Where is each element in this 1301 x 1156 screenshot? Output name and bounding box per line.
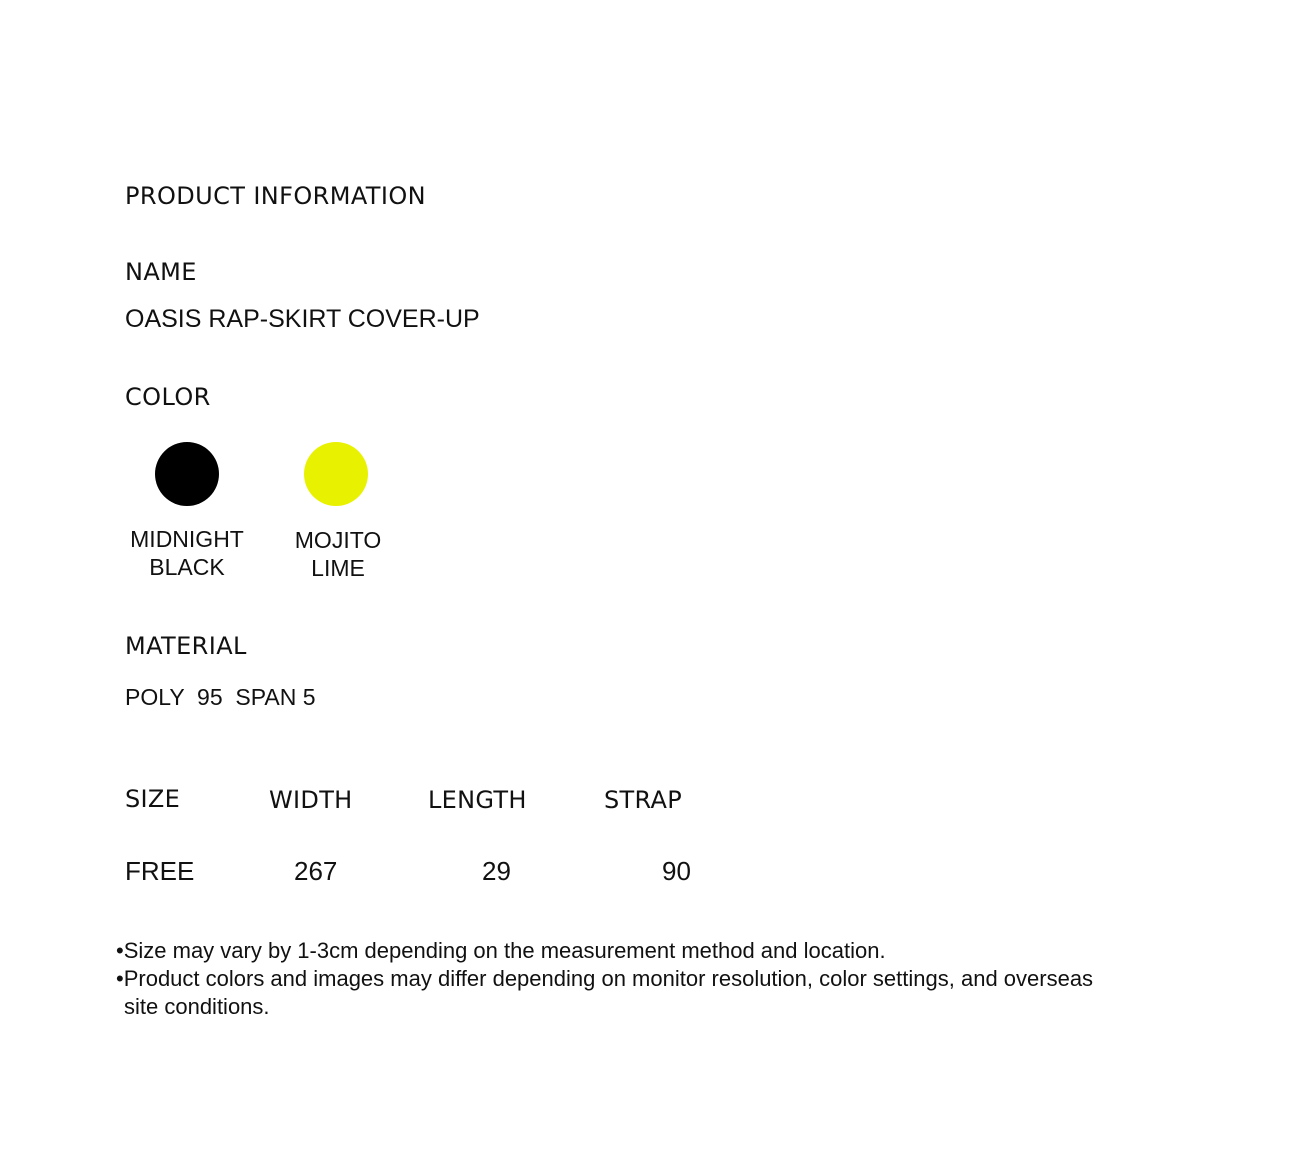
note-text: Size may vary by 1-3cm depending on the measurement method and location. (123, 938, 886, 963)
color-option-line2: BLACK (149, 554, 225, 580)
note-text: Product colors and images may differ depending on monitor resolution, color settings, and overseas (123, 966, 1094, 991)
color-swatch-mojito-lime (304, 442, 368, 506)
color-option-line1: MOJITO (294, 527, 382, 553)
material-label: MATERIAL (125, 632, 247, 660)
size-table-cell-width: 267 (294, 856, 338, 886)
color-option-label (112, 525, 262, 581)
size-table-cell-length: 29 (482, 856, 511, 886)
page-title: PRODUCT INFORMATION (125, 182, 426, 210)
color-option-line2: LIME (311, 555, 365, 581)
bullet: • (116, 938, 124, 963)
material-value: POLY 95 SPAN 5 (125, 684, 316, 710)
size-table-cell-strap: 90 (662, 856, 691, 886)
size-table-header-strap: STRAP (604, 786, 682, 814)
size-table-cell-size: FREE (125, 856, 195, 886)
size-table-header-size: SIZE (125, 785, 181, 813)
size-table-header-length: LENGTH (428, 786, 527, 814)
note-text-continuation: site conditions. (124, 994, 270, 1019)
color-swatch-midnight-black (155, 442, 219, 506)
name-label: NAME (125, 258, 197, 286)
size-table-header-width: WIDTH (269, 786, 353, 814)
color-label: COLOR (125, 383, 211, 411)
product-name: OASIS RAP-SKIRT COVER-UP (125, 305, 480, 333)
bullet: • (116, 966, 124, 991)
color-variance-note (116, 965, 1196, 1021)
size-variance-note (116, 937, 1196, 965)
color-option-label (263, 526, 413, 582)
color-option-line1: MIDNIGHT (130, 526, 244, 552)
